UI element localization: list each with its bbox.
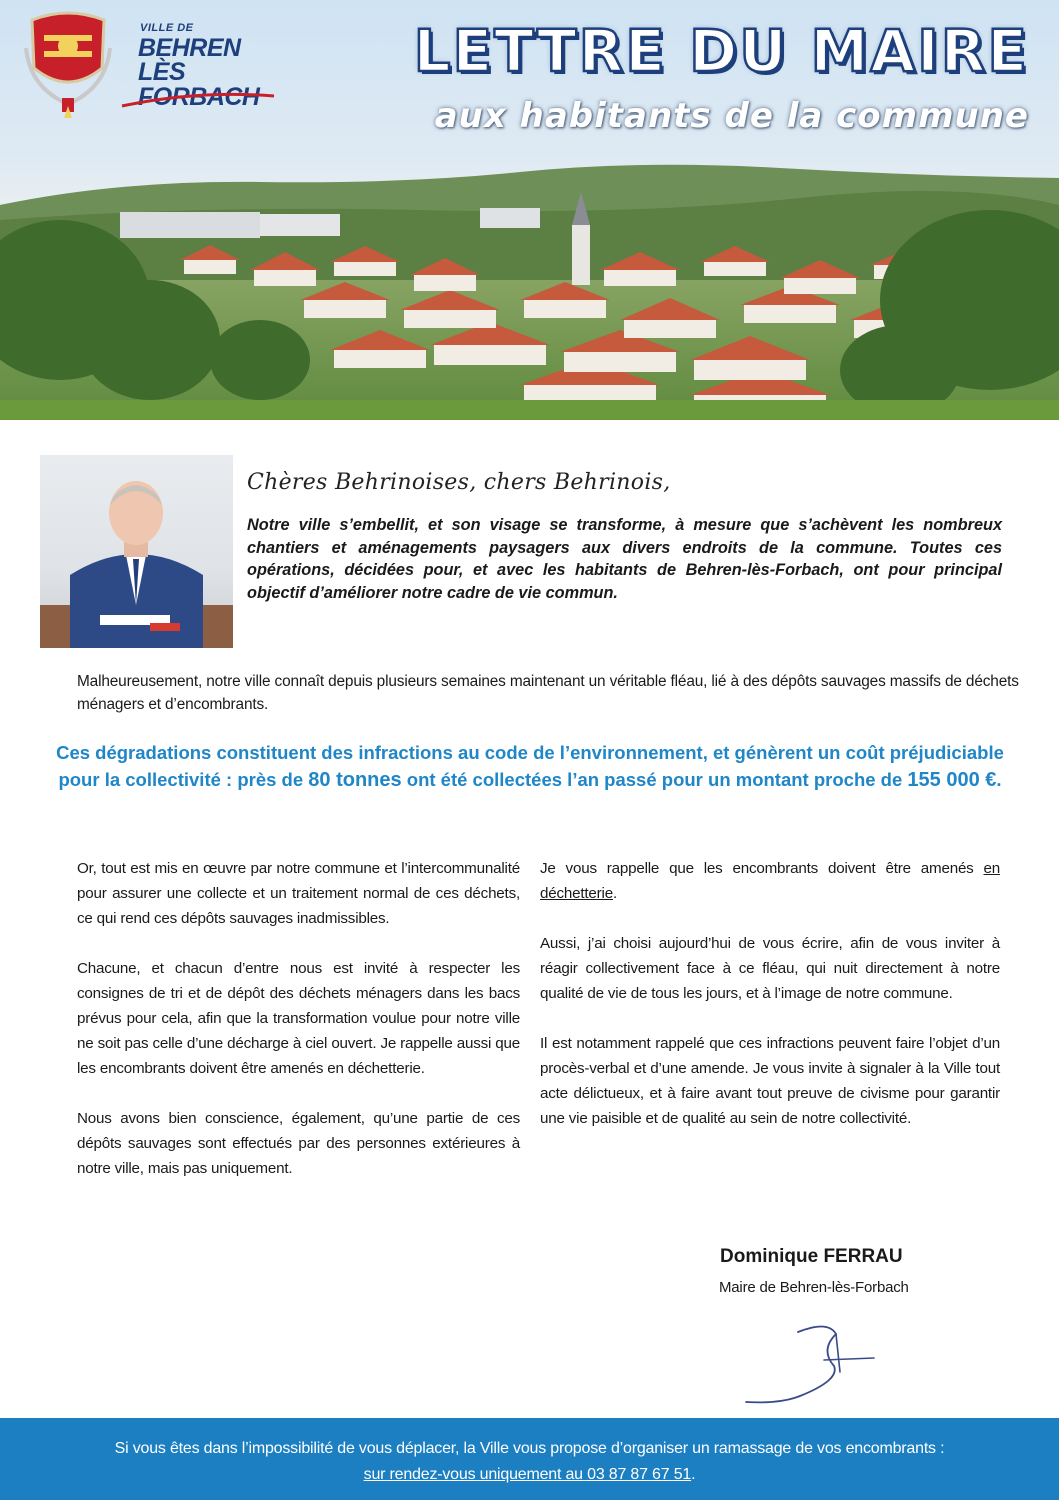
mayor-portrait	[40, 455, 233, 648]
footer-line-2	[0, 1462, 1059, 1488]
highlight-text-2: ont été collectées l’an passé pour un montant proche de	[401, 769, 908, 790]
phone-appointment-link[interactable]: sur rendez-vous uniquement au 03 87 87 67 51	[363, 1466, 692, 1483]
handwritten-signature-icon	[740, 1300, 880, 1410]
footer-line-2-end: .	[691, 1466, 696, 1483]
right-paragraph-2: Aussi, j’ai choisi aujourd’hui de vous écrire, afin de vous inviter à réagir collectivement face à ce fléau, qui nuit directement à notre qualité de vie de tous les jours, et à l’image de notre commune.	[540, 935, 1000, 1002]
left-column	[77, 856, 520, 1206]
logo-line-ville-de: VILLE DE	[140, 22, 194, 34]
right-paragraph-1-text: Je vous rappelle que les encombrants doivent être amenés	[540, 860, 984, 877]
intro-paragraph: Notre ville s’embellit, et son visage se transforme, à mesure que s’achèvent les nombreux chantiers et aménagements paysagers aux divers endroits de la commune. Toutes ces opérations, décidées pour, et avec les habitants de Behren-lès-Forbach, ont pour principal objectif d’améliorer notre cadre de vie commun.	[247, 516, 1002, 602]
highlight-paragraph	[40, 739, 1020, 794]
right-column	[540, 856, 1000, 1156]
logo-line-behren: BEHREN	[138, 34, 241, 62]
lead-paragraph: Malheureusement, notre ville connaît depuis plusieurs semaines maintenant un véritable fléau, lié à des dépôts sauvages massifs de déchets ménagers et d’encombrants.	[77, 673, 1019, 713]
left-paragraph-3: Nous avons bien conscience, également, qu’une partie de ces dépôts sauvages sont effectués par des personnes extérieures à notre ville, mais pas uniquement.	[77, 1110, 520, 1177]
signatory-name: Dominique FERRAU	[720, 1246, 903, 1267]
dechetterie-link[interactable]: en déchetterie	[540, 860, 1000, 902]
left-paragraph-2: Chacune, et chacun d’entre nous est invité à respecter les consignes de tri et de dépôt des déchets ménagers dans les bacs prévus pour cela, afin que la transformation voulue pour notre ville ne soit pas celle d’une décharge à ciel ouvert. Je rappelle aussi que les encombrants doivent être amenés en déchetterie.	[77, 960, 520, 1077]
logo-swoosh-icon	[118, 88, 278, 110]
highlight-text-3: .	[996, 769, 1002, 790]
logo-line-les-forbach: LÈS FORBACH	[138, 58, 260, 111]
highlight-tonnes: 80 tonnes	[308, 769, 402, 791]
highlight-text-1: Ces dégradations constituent des infractions au code de l’environnement, et génèrent un coût préjudiciable pour la collectivité : près de	[56, 742, 1004, 790]
mayor-photo-image	[40, 455, 233, 648]
page-subtitle: aux habitants de la commune	[434, 96, 1029, 136]
footer-banner	[0, 1418, 1059, 1500]
right-paragraph-3: Il est notamment rappelé que ces infractions peuvent faire l’objet d’un procès-verbal et d’une amende. Je vous invite à signaler à la Ville tout acte délictueux, et à faire avant tout preuve de civisme pour garantir une vie paisible et de qualité au sein de notre collectivité.	[540, 1035, 1000, 1127]
left-paragraph-1: Or, tout est mis en œuvre par notre commune et l’intercommunalité pour assurer une collecte et un traitement normal de ces déchets, ce qui rend ces dépôts sauvages inadmissibles.	[77, 860, 520, 927]
footer-line-1: Si vous êtes dans l’impossibilité de vous déplacer, la Ville vous propose d’organiser un ramassage de vos encombrants :	[114, 1440, 945, 1457]
highlight-cost: 155 000 €	[907, 769, 997, 791]
right-paragraph-1	[540, 856, 1000, 906]
signatory-role: Maire de Behren-lès-Forbach	[719, 1279, 909, 1296]
header-banner	[0, 0, 1059, 420]
city-crest-icon	[22, 8, 114, 120]
page-title: LETTRE DU MAIRE	[413, 17, 1029, 85]
right-paragraph-1-end: .	[612, 885, 617, 902]
city-logo	[22, 8, 262, 120]
greeting: Chères Behrinoises, chers Behrinois,	[247, 470, 671, 495]
